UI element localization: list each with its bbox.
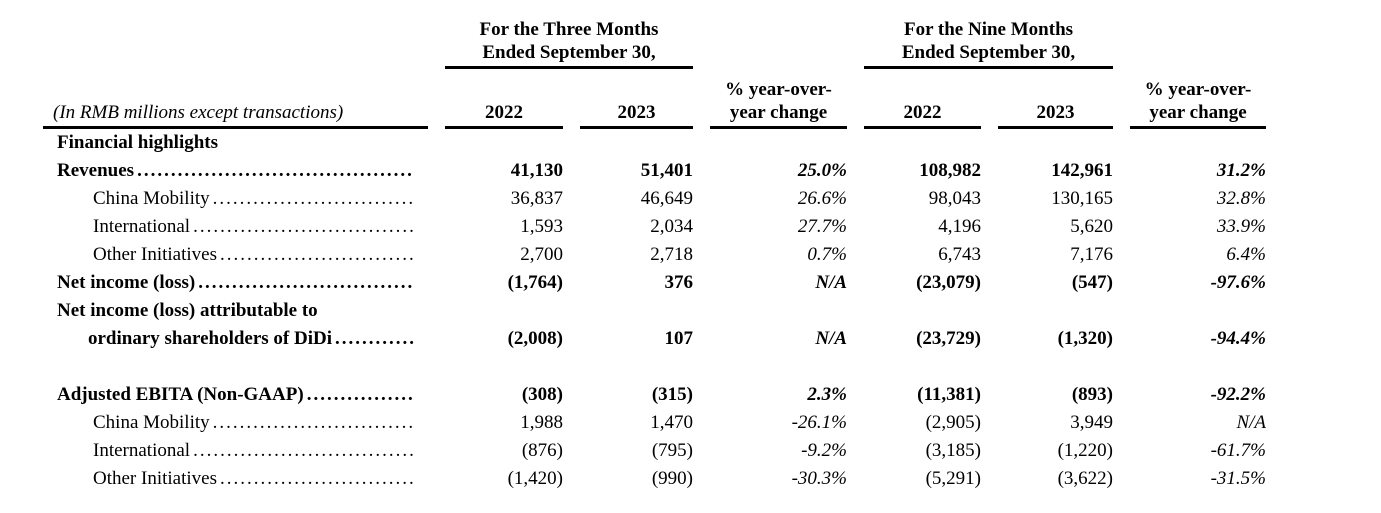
dot-leader [137, 157, 414, 185]
value-cell-q3-yoy-change: N/A [815, 272, 847, 293]
value-cell-q3-yoy-change: 25.0% [797, 160, 847, 181]
value-cell-9m-yoy-change [1130, 297, 1266, 325]
value-cell-q3-yoy-change: 0.7% [807, 244, 847, 265]
row-label: Revenues [57, 160, 135, 181]
row-label-cell [43, 325, 428, 353]
row-label: China Mobility [93, 188, 210, 209]
value-cell-9m-yoy-change: N/A [1236, 412, 1266, 433]
value-cell-q3-2023 [580, 297, 693, 325]
value-cell-9m-2023 [998, 297, 1113, 325]
value-cell-q3-2022: (2,008) [507, 328, 563, 349]
value-cell-9m-yoy-change: 32.8% [1216, 188, 1266, 209]
unit-note-header [43, 101, 428, 129]
row-label-cell [43, 129, 428, 157]
value-cell-q3-2023 [580, 129, 693, 157]
dot-leader [335, 325, 414, 353]
value-cell-9m-2022: (23,729) [916, 328, 981, 349]
value-cell-9m-2022: 6,743 [938, 244, 981, 265]
row-label-cell [43, 437, 428, 465]
column-header-q3-2023: 2023 [580, 101, 693, 129]
value-cell-q3-2023: 2,718 [650, 244, 693, 265]
row-label: Net income (loss) attributable to [57, 300, 318, 321]
value-cell-9m-yoy-change: 33.9% [1216, 216, 1266, 237]
row-label-cell [43, 465, 428, 493]
9m-yoy-header-line1: % year-over- [1144, 79, 1252, 100]
table-row [43, 437, 1266, 465]
value-cell-q3-yoy-change: N/A [815, 328, 847, 349]
value-cell-q3-2022: 41,130 [510, 160, 563, 181]
q3-yoy-header-line2: year change [729, 102, 828, 123]
dot-leader [220, 465, 414, 493]
unit-note-text: (In RMB millions except transactions) [53, 102, 344, 123]
value-cell-9m-yoy-change: -97.6% [1210, 272, 1266, 293]
group-header-three-months-line1: For the Three Months [479, 19, 659, 40]
value-cell-q3-2022: (1,764) [507, 272, 563, 293]
value-cell-9m-2022 [864, 297, 981, 325]
row-label: Net income (loss) [57, 272, 196, 293]
value-cell-q3-2023: 376 [664, 272, 693, 293]
table-row [43, 409, 1266, 437]
dot-leader [221, 129, 414, 157]
value-cell-9m-2022 [864, 129, 981, 157]
group-header-nine-months [864, 18, 1113, 69]
value-cell-q3-yoy-change: 2.3% [807, 384, 847, 405]
dot-leader [198, 269, 414, 297]
table-group-header-row [43, 0, 1266, 69]
dot-leader [213, 185, 414, 213]
value-cell-q3-2023: 2,034 [650, 216, 693, 237]
table-row [43, 465, 1266, 493]
value-cell-9m-2023: 3,949 [1070, 412, 1113, 433]
table-body [43, 129, 1266, 493]
value-cell-q3-2022: (1,420) [507, 468, 563, 489]
financial-highlights-table [43, 0, 1266, 493]
group-header-nine-months-line2: Ended September 30, [901, 42, 1076, 63]
table-row [43, 297, 1266, 325]
row-label-cell [43, 157, 428, 185]
row-label: Adjusted EBITA (Non-GAAP) [57, 384, 304, 405]
row-label: Other Initiatives [93, 468, 217, 489]
value-cell-9m-2023: (1,320) [1057, 328, 1113, 349]
value-cell-q3-yoy-change: -30.3% [791, 468, 847, 489]
value-cell-q3-2023: 107 [664, 328, 693, 349]
table-row [43, 213, 1266, 241]
table-row [43, 241, 1266, 269]
value-cell-9m-2023: (3,622) [1057, 468, 1113, 489]
row-label-cell [43, 213, 428, 241]
value-cell-q3-yoy-change: -26.1% [791, 412, 847, 433]
value-cell-9m-2023: (893) [1071, 384, 1113, 405]
dot-leader [213, 409, 414, 437]
value-cell-9m-2023: 130,165 [1051, 188, 1113, 209]
column-header-9m-2023: 2023 [998, 101, 1113, 129]
value-cell-q3-2022 [445, 129, 563, 157]
row-label-cell [43, 269, 428, 297]
table-row [43, 129, 1266, 157]
value-cell-9m-yoy-change: -61.7% [1210, 440, 1266, 461]
value-cell-9m-yoy-change: 31.2% [1216, 160, 1266, 181]
column-header-q3-2022: 2022 [445, 101, 563, 129]
q3-yoy-header-line1: % year-over- [725, 79, 832, 100]
row-label-cell [43, 297, 428, 325]
value-cell-9m-yoy-change: -92.2% [1210, 384, 1266, 405]
spacer-row [43, 353, 1266, 381]
row-label-cell [43, 381, 428, 409]
row-label: ordinary shareholders of DiDi [88, 328, 333, 349]
group-header-nine-months-line1: For the Nine Months [903, 19, 1074, 40]
group-header-three-months [445, 18, 693, 69]
row-label-cell [43, 241, 428, 269]
table-row [43, 269, 1266, 297]
table-column-header-row [43, 69, 1266, 129]
value-cell-9m-2023: (1,220) [1057, 440, 1113, 461]
dot-leader [321, 297, 414, 325]
9m-yoy-header-line2: year change [1149, 102, 1247, 123]
dot-leader [220, 241, 414, 269]
value-cell-9m-2023: 7,176 [1070, 244, 1113, 265]
value-cell-q3-2022: 1,988 [520, 412, 563, 433]
value-cell-q3-2023: 46,649 [640, 188, 693, 209]
value-cell-9m-2022: 4,196 [938, 216, 981, 237]
value-cell-9m-2022: (3,185) [925, 440, 981, 461]
table-row [43, 325, 1266, 353]
table-row [43, 157, 1266, 185]
value-cell-q3-yoy-change: 26.6% [797, 188, 847, 209]
value-cell-q3-2023: 51,401 [640, 160, 693, 181]
row-label: Other Initiatives [93, 244, 217, 265]
row-label: International [93, 440, 191, 461]
row-label-cell [43, 185, 428, 213]
dot-leader [193, 437, 414, 465]
value-cell-9m-2022: 108,982 [919, 160, 981, 181]
row-label: China Mobility [93, 412, 210, 433]
value-cell-9m-yoy-change: -31.5% [1210, 468, 1266, 489]
value-cell-9m-2023: (547) [1071, 272, 1113, 293]
table-row [43, 381, 1266, 409]
table-row [43, 185, 1266, 213]
value-cell-q3-yoy-change [710, 129, 847, 157]
value-cell-q3-2022: 36,837 [510, 188, 563, 209]
value-cell-9m-2023: 142,961 [1051, 160, 1113, 181]
value-cell-9m-yoy-change: 6.4% [1226, 244, 1266, 265]
value-cell-q3-yoy-change: -9.2% [801, 440, 847, 461]
group-header-three-months-line2: Ended September 30, [482, 42, 656, 63]
value-cell-q3-2022: (876) [521, 440, 563, 461]
value-cell-q3-2022 [445, 297, 563, 325]
value-cell-q3-yoy-change [710, 297, 847, 325]
value-cell-q3-2022: 1,593 [520, 216, 563, 237]
row-label: Financial highlights [57, 132, 219, 153]
row-label-cell [43, 409, 428, 437]
column-header-9m-2022: 2022 [864, 101, 981, 129]
value-cell-q3-2023: (795) [651, 440, 693, 461]
value-cell-9m-2022: (2,905) [925, 412, 981, 433]
value-cell-q3-2023: 1,470 [650, 412, 693, 433]
value-cell-q3-2022: (308) [521, 384, 563, 405]
value-cell-9m-2022: 98,043 [928, 188, 981, 209]
value-cell-9m-yoy-change: -94.4% [1210, 328, 1266, 349]
column-header-q3-yoy-change [710, 78, 847, 129]
dot-leader [193, 213, 414, 241]
value-cell-9m-2023: 5,620 [1070, 216, 1113, 237]
value-cell-q3-2022: 2,700 [520, 244, 563, 265]
value-cell-9m-2023 [998, 129, 1113, 157]
value-cell-q3-yoy-change: 27.7% [797, 216, 847, 237]
column-header-9m-yoy-change [1130, 78, 1266, 129]
value-cell-9m-yoy-change [1130, 129, 1266, 157]
row-label: International [93, 216, 191, 237]
value-cell-q3-2023: (315) [651, 384, 693, 405]
dot-leader [307, 381, 414, 409]
value-cell-9m-2022: (5,291) [925, 468, 981, 489]
value-cell-9m-2022: (23,079) [916, 272, 981, 293]
value-cell-9m-2022: (11,381) [917, 384, 981, 405]
value-cell-q3-2023: (990) [651, 468, 693, 489]
